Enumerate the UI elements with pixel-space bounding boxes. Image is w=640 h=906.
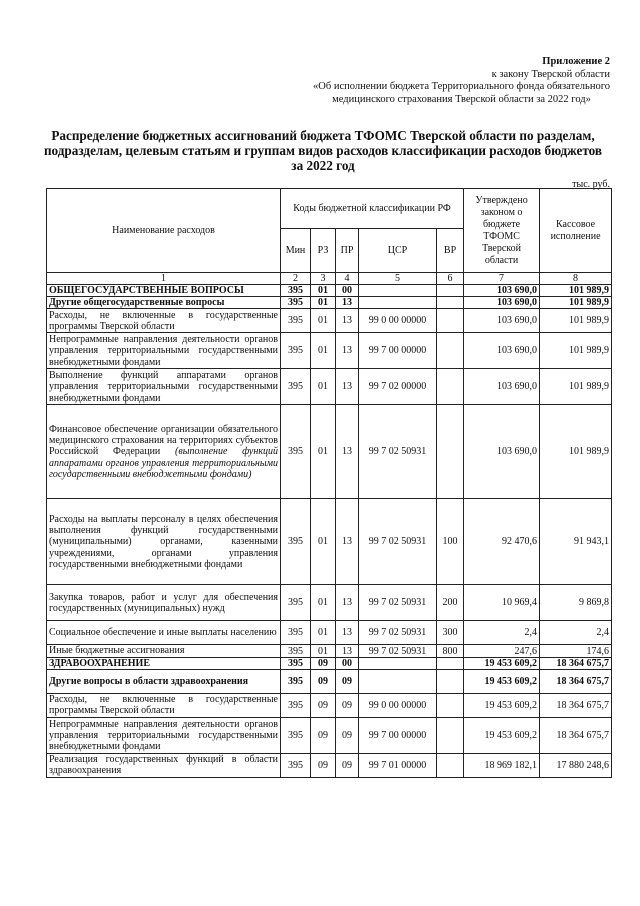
row-vr	[437, 405, 464, 499]
header-line-3: медицинского страхования Тверской области за 2022 год»	[332, 93, 591, 105]
column-number: 6	[437, 273, 464, 285]
row-csr: 99 7 02 50931	[359, 405, 437, 499]
row-cash: 18 364 675,7	[540, 717, 612, 753]
table-row	[47, 297, 612, 309]
row-cash: 101 989,9	[540, 333, 612, 369]
row-approved: 92 470,6	[464, 499, 540, 585]
row-min: 395	[281, 669, 311, 693]
row-cash: 17 880 248,6	[540, 753, 612, 777]
row-cash: 2,4	[540, 621, 612, 645]
row-pr: 13	[336, 369, 359, 405]
row-vr	[437, 297, 464, 309]
table-row	[47, 669, 612, 693]
row-vr	[437, 333, 464, 369]
row-csr: 99 7 00 00000	[359, 333, 437, 369]
row-min: 395	[281, 297, 311, 309]
col-header-cash: Кассовое исполнение	[540, 189, 612, 273]
row-rz: 09	[311, 693, 336, 717]
row-approved: 19 453 609,2	[464, 693, 540, 717]
row-csr	[359, 669, 437, 693]
row-csr	[359, 285, 437, 297]
row-cash: 101 989,9	[540, 297, 612, 309]
row-min: 395	[281, 585, 311, 621]
row-min: 395	[281, 369, 311, 405]
row-pr: 09	[336, 669, 359, 693]
column-number: 4	[336, 273, 359, 285]
row-approved: 103 690,0	[464, 369, 540, 405]
row-vr	[437, 309, 464, 333]
row-vr: 800	[437, 645, 464, 657]
row-min: 395	[281, 405, 311, 499]
row-approved: 19 453 609,2	[464, 669, 540, 693]
col-header-rz: РЗ	[311, 229, 336, 273]
column-number: 8	[540, 273, 612, 285]
row-pr: 13	[336, 405, 359, 499]
row-rz: 01	[311, 585, 336, 621]
units-label: тыс. руб.	[572, 179, 610, 190]
row-name: ЗДРАВООХРАНЕНИЕ	[47, 657, 281, 669]
row-min: 395	[281, 309, 311, 333]
row-name: Другие общегосударственные вопросы	[47, 297, 281, 309]
col-header-codes: Коды бюджетной классификации РФ	[281, 189, 464, 229]
appendix-label: Приложение 2	[542, 56, 610, 67]
row-csr	[359, 297, 437, 309]
row-note: (выполнение функций аппаратами органов управления территориальными государственными внебюджетными фондами)	[49, 446, 279, 480]
row-approved: 103 690,0	[464, 285, 540, 297]
row-name: Расходы, не включенные в государственные программы Тверской области	[47, 309, 281, 333]
row-pr: 09	[336, 717, 359, 753]
row-min: 395	[281, 717, 311, 753]
header-line-2: «Об исполнении бюджета Территориального фонда обязательного	[313, 81, 610, 92]
row-approved: 19 453 609,2	[464, 717, 540, 753]
row-pr: 13	[336, 333, 359, 369]
row-pr: 00	[336, 285, 359, 297]
table-row	[47, 333, 612, 369]
row-pr: 13	[336, 499, 359, 585]
row-csr: 99 0 00 00000	[359, 693, 437, 717]
table-row	[47, 585, 612, 621]
row-cash: 101 989,9	[540, 405, 612, 499]
row-rz: 01	[311, 297, 336, 309]
row-vr: 100	[437, 499, 464, 585]
row-name: Расходы, не включенные в государственные программы Тверской области	[47, 693, 281, 717]
row-cash: 91 943,1	[540, 499, 612, 585]
row-cash: 9 869,8	[540, 585, 612, 621]
row-name: Расходы на выплаты персоналу в целях обеспечения выполнения функций государственными (муниципальными) органами, казенными учреждениями, органами управления государственными внебюджетными фондами	[47, 499, 281, 585]
row-cash: 101 989,9	[540, 309, 612, 333]
row-min: 395	[281, 499, 311, 585]
row-name: Финансовое обеспечение организации обязательного медицинского страхования на территориях субъектов Российской Федерации (выполнение функций аппаратами органов управления территориальными государственными внебюджетными фондами)	[47, 405, 281, 499]
row-name: Иные бюджетные ассигнования	[47, 645, 281, 657]
row-cash: 174,6	[540, 645, 612, 657]
table-row	[47, 285, 612, 297]
row-min: 395	[281, 753, 311, 777]
row-name: Непрограммные направления деятельности органов управления территориальными государственными внебюджетными фондами	[47, 717, 281, 753]
row-cash: 18 364 675,7	[540, 693, 612, 717]
row-pr: 09	[336, 753, 359, 777]
col-header-csr: ЦСР	[359, 229, 437, 273]
row-rz: 01	[311, 333, 336, 369]
column-number: 1	[47, 273, 281, 285]
row-approved: 247,6	[464, 645, 540, 657]
row-csr	[359, 657, 437, 669]
column-number: 7	[464, 273, 540, 285]
row-rz: 01	[311, 621, 336, 645]
row-name: Выполнение функций аппаратами органов управления территориальными государственными внебюджетными фондами	[47, 369, 281, 405]
table-row	[47, 693, 612, 717]
row-rz: 01	[311, 369, 336, 405]
row-cash: 101 989,9	[540, 285, 612, 297]
row-vr: 300	[437, 621, 464, 645]
row-min: 395	[281, 621, 311, 645]
row-cash: 18 364 675,7	[540, 657, 612, 669]
row-min: 395	[281, 333, 311, 369]
col-header-name: Наименование расходов	[47, 189, 281, 273]
row-approved: 103 690,0	[464, 333, 540, 369]
table-row	[47, 753, 612, 777]
budget-table	[46, 188, 612, 778]
row-rz: 01	[311, 499, 336, 585]
row-vr	[437, 285, 464, 297]
row-approved: 103 690,0	[464, 309, 540, 333]
row-vr	[437, 717, 464, 753]
table-row	[47, 717, 612, 753]
column-number-row	[47, 273, 612, 285]
row-rz: 09	[311, 753, 336, 777]
row-pr: 13	[336, 645, 359, 657]
col-header-min: Мин	[281, 229, 311, 273]
row-approved: 18 969 182,1	[464, 753, 540, 777]
row-pr: 13	[336, 309, 359, 333]
row-cash: 101 989,9	[540, 369, 612, 405]
row-pr: 09	[336, 693, 359, 717]
row-rz: 01	[311, 405, 336, 499]
header-line-1: к закону Тверской области	[491, 68, 610, 80]
table-row	[47, 499, 612, 585]
row-rz: 01	[311, 285, 336, 297]
row-vr	[437, 753, 464, 777]
column-number: 3	[311, 273, 336, 285]
row-csr: 99 7 00 00000	[359, 717, 437, 753]
table-row	[47, 369, 612, 405]
document-header	[313, 56, 610, 106]
row-min: 395	[281, 693, 311, 717]
row-name: Другие вопросы в области здравоохранения	[47, 669, 281, 693]
row-pr: 13	[336, 297, 359, 309]
col-header-approved: Утверждено законом о бюджете ТФОМС Тверской области	[464, 189, 540, 273]
row-name: Реализация государственных функций в области здравоохранения	[47, 753, 281, 777]
row-csr: 99 7 02 50931	[359, 499, 437, 585]
table-body	[47, 285, 612, 778]
row-approved: 103 690,0	[464, 297, 540, 309]
row-approved: 10 969,4	[464, 585, 540, 621]
row-rz: 09	[311, 717, 336, 753]
row-approved: 2,4	[464, 621, 540, 645]
col-header-vr: ВР	[437, 229, 464, 273]
row-csr: 99 7 01 00000	[359, 753, 437, 777]
row-vr	[437, 657, 464, 669]
row-approved: 19 453 609,2	[464, 657, 540, 669]
row-min: 395	[281, 645, 311, 657]
row-min: 395	[281, 657, 311, 669]
row-name: ОБЩЕГОСУДАРСТВЕННЫЕ ВОПРОСЫ	[47, 285, 281, 297]
table-row	[47, 645, 612, 657]
col-header-pr: ПР	[336, 229, 359, 273]
row-csr: 99 7 02 50931	[359, 645, 437, 657]
row-name: Непрограммные направления деятельности органов управления территориальными государственными внебюджетными фондами	[47, 333, 281, 369]
row-rz: 01	[311, 309, 336, 333]
row-pr: 13	[336, 621, 359, 645]
row-csr: 99 0 00 00000	[359, 309, 437, 333]
row-approved: 103 690,0	[464, 405, 540, 499]
row-min: 395	[281, 285, 311, 297]
row-csr: 99 7 02 00000	[359, 369, 437, 405]
row-rz: 09	[311, 669, 336, 693]
document-title: Распределение бюджетных ассигнований бюджета ТФОМС Тверской области по разделам, подразделам, целевым статьям и группам видов расходов классификации расходов бюджетов за 2022 год	[43, 128, 603, 174]
row-cash: 18 364 675,7	[540, 669, 612, 693]
column-number: 5	[359, 273, 437, 285]
row-name: Социальное обеспечение и иные выплаты населению	[47, 621, 281, 645]
table-row	[47, 405, 612, 499]
table-row	[47, 309, 612, 333]
row-name: Закупка товаров, работ и услуг для обеспечения государственных (муниципальных) нужд	[47, 585, 281, 621]
row-vr: 200	[437, 585, 464, 621]
row-vr	[437, 669, 464, 693]
column-number: 2	[281, 273, 311, 285]
table-row	[47, 657, 612, 669]
table-row	[47, 621, 612, 645]
row-csr: 99 7 02 50931	[359, 621, 437, 645]
row-pr: 00	[336, 657, 359, 669]
row-vr	[437, 369, 464, 405]
row-rz: 01	[311, 645, 336, 657]
row-pr: 13	[336, 585, 359, 621]
row-vr	[437, 693, 464, 717]
row-rz: 09	[311, 657, 336, 669]
row-csr: 99 7 02 50931	[359, 585, 437, 621]
